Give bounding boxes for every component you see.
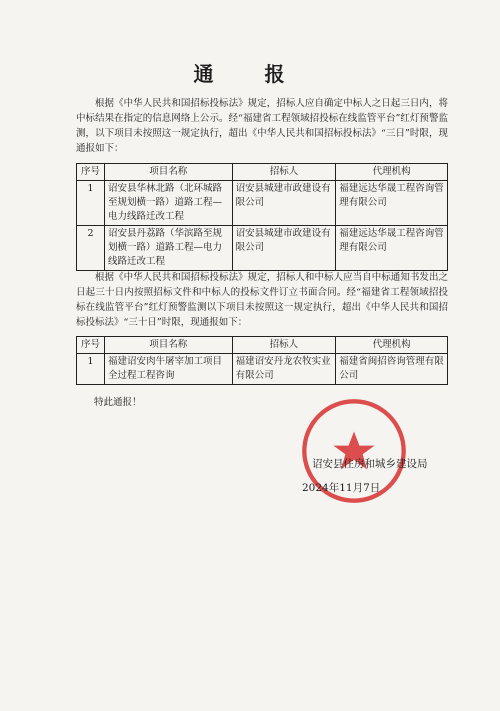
table-2 <box>76 336 448 385</box>
table-1-header-row <box>77 164 448 181</box>
table-cell-project: 诏安县华林北路（北环城路至规划横一路）道路工程—电力线路迁改工程 <box>104 181 232 226</box>
table-1-header-index: 序号 <box>77 164 105 181</box>
paragraph-2: 根据《中华人民共和国招标投标法》规定，招标人和中标人应当自中标通知书发出之日起三十日内按照招标文件和中标人的投标文件订立书面合同。经“福建省工程领域招投标在线监管平台”红灯预警监测以下项目未按照这一规定执行，超出《中华人民共和国招标投标法》“三十日”时限，现通报如下： <box>76 272 448 328</box>
table-2-header-project: 项目名称 <box>104 337 232 354</box>
table-cell-agency: 福建远达华晟工程咨询管理有限公司 <box>336 181 448 226</box>
table-2-header-tenderer: 招标人 <box>232 337 336 354</box>
table-1-header-tenderer: 招标人 <box>232 164 336 181</box>
closing-text: 特此通报！ <box>94 397 142 408</box>
table-row <box>77 181 448 226</box>
table-row <box>77 226 448 271</box>
table-cell-tenderer: 福建诏安丹龙农牧实业有限公司 <box>232 354 336 385</box>
table-cell-tenderer: 诏安县城建市政建设有限公司 <box>232 181 336 226</box>
table-cell-index: 2 <box>77 226 105 271</box>
table-cell-index: 1 <box>77 354 105 385</box>
table-cell-index: 1 <box>77 181 105 226</box>
table-cell-agency: 福建远达华晟工程咨询管理有限公司 <box>336 226 448 271</box>
table-2-header-index: 序号 <box>77 337 105 354</box>
table-1 <box>76 163 448 271</box>
table-cell-agency: 福建省闽招咨询管理有限公司 <box>336 354 448 385</box>
table-cell-tenderer: 诏安县城建市政建设有限公司 <box>232 226 336 271</box>
table-cell-project: 福建诏安肉牛屠宰加工项目全过程工程咨询 <box>104 354 232 385</box>
issuer-signature: 诏安县住房和城乡建设局 <box>312 458 428 470</box>
table-1-header-agency: 代理机构 <box>336 164 448 181</box>
issue-date: 2024年11月7日 <box>302 482 381 494</box>
table-row <box>77 354 448 385</box>
table-2-header-row <box>77 337 448 354</box>
table-1-header-project: 项目名称 <box>104 164 232 181</box>
table-cell-project: 诏安县丹荔路（华滨路至规划横一路）道路工程—电力线路迁改工程 <box>104 226 232 271</box>
paragraph-1: 根据《中华人民共和国招标投标法》规定，招标人应自确定中标人之日起三日内，将中标结果在指定的信息网络上公示。经“福建省工程领域招投标在线监管平台”红灯预警监测，以下项目未按照这一规定执行，超出《中华人民共和国招标投标法》“三日”时限，现通报如下： <box>76 98 448 154</box>
table-2-header-agency: 代理机构 <box>336 337 448 354</box>
document-title: 通 报 <box>193 62 307 86</box>
